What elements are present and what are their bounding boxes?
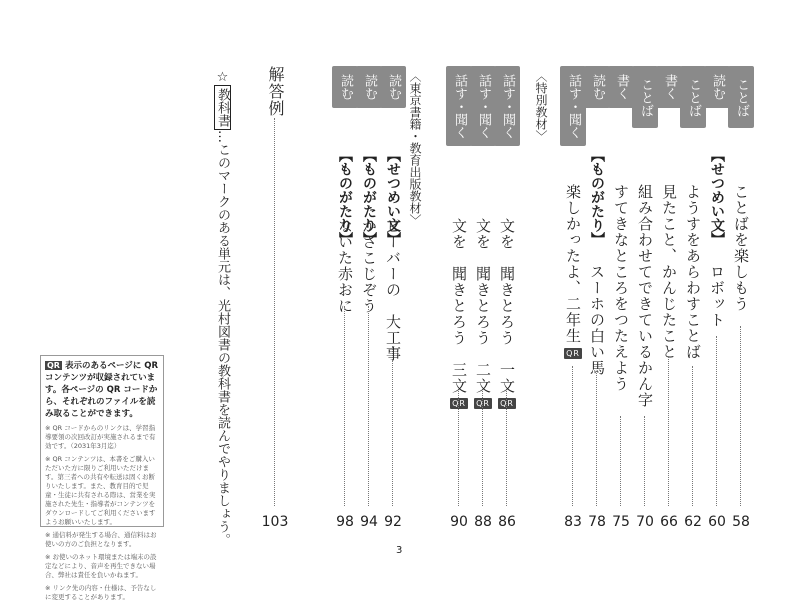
textbook-note <box>208 70 236 546</box>
genre-label: 【ものがたり】 <box>589 148 605 246</box>
toc-entry <box>494 66 520 532</box>
dot-leader <box>692 366 693 506</box>
qr-badge[interactable]: QR <box>452 399 466 408</box>
entry-title: 見たこと、かんじたこと <box>660 184 678 360</box>
category-tag: 話す・聞く <box>560 66 586 146</box>
category-tag: ことば <box>632 66 658 128</box>
dot-leader <box>368 306 369 506</box>
page-number: 78 <box>588 514 606 530</box>
category-tag: 話す・聞く <box>446 66 472 146</box>
dot-leader <box>644 416 645 506</box>
page-footer-number: 3 <box>396 545 403 556</box>
dot-leader <box>392 346 393 506</box>
genre-label: 【せつめい文】 <box>709 148 725 246</box>
entry-title: すてきなところをつたえよう <box>612 184 630 392</box>
page-number: 66 <box>660 514 678 530</box>
genre-label: 【せつめい文】 <box>385 148 401 246</box>
dot-leader <box>482 391 483 506</box>
category-tag: 書く <box>656 66 682 108</box>
page-number: 83 <box>564 514 582 530</box>
dot-leader <box>668 356 669 506</box>
entry-title: 組み合わせてできているかん字 <box>636 184 654 408</box>
entry-title: 楽しかったよ、二年生QR <box>564 184 582 358</box>
note-text: …このマークのある単元は、光村図書の教科書を読んでやりましょう。 <box>215 130 230 546</box>
qr-note: ※ リンク先の内容・仕様は、予告なしに変更することがあります。 <box>45 584 157 601</box>
answer-entry <box>262 66 288 532</box>
toc-entry <box>470 66 496 532</box>
qr-note: ※ QR コードからのリンクは、学習指導要領の次回改訂が実施されるまで有効です。（2031年3月迄） <box>45 424 156 450</box>
page-number: 70 <box>636 514 654 530</box>
dot-leader <box>572 366 573 506</box>
dot-leader <box>716 336 717 506</box>
category-tag: 話す・聞く <box>470 66 496 146</box>
dot-leader <box>274 118 275 506</box>
page-number: 60 <box>708 514 726 530</box>
entry-title: ロボット <box>708 264 726 328</box>
category-tag: 読む <box>356 66 382 108</box>
page-number: 92 <box>384 514 402 530</box>
page-number: 62 <box>684 514 702 530</box>
section-label: 〈東京書籍・教育出版教材〉 <box>408 70 422 226</box>
star-icon: ☆ <box>215 70 230 85</box>
toc-entry <box>332 66 358 532</box>
qr-note: ※ お使いのネット環境または端末の設定などにより、音声を再生できない場合、弊社は責任を負いかねます。 <box>45 553 157 579</box>
page-number: 75 <box>612 514 630 530</box>
category-tag: 書く <box>608 66 634 108</box>
entry-title: ないた赤おに <box>336 218 354 314</box>
entry-title: 文を 聞きとろう 一文QR <box>498 218 516 408</box>
toc-entry <box>380 66 406 532</box>
category-tag: 話す・聞く <box>494 66 520 146</box>
genre-label: 【ものがたり】 <box>337 148 353 246</box>
entry-title: かさこじぞう <box>360 218 378 314</box>
toc-entry <box>656 66 682 532</box>
textbook-mark: 教科書 <box>214 85 231 130</box>
category-tag: 読む <box>332 66 358 108</box>
toc-entry <box>356 66 382 532</box>
genre-label: 【ものがたり】 <box>361 148 377 246</box>
qr-note: ※ QR コンテンツは、本書をご購入いただいた方に限りご利用いただけます。第三者への共有や転送は固くお断りいたします。また、教育目的で児童・生徒に共有される際は、営業を実施された先生・指導者がコンテンツをダウンロードしてご利用くださいますようお願いいたします。 <box>45 455 156 526</box>
page-number: 90 <box>450 514 468 530</box>
qr-info-box <box>40 355 164 601</box>
section-label: 〈特別教材〉 <box>534 70 548 142</box>
entry-title: スーホの白い馬 <box>588 264 606 376</box>
dot-leader <box>344 306 345 506</box>
dot-leader <box>596 371 597 506</box>
page-number: 88 <box>474 514 492 530</box>
page-number: 98 <box>336 514 354 530</box>
qr-badge[interactable]: QR <box>476 399 490 408</box>
toc-entry <box>608 66 634 532</box>
dot-leader <box>458 391 459 506</box>
category-tag: 読む <box>704 66 730 108</box>
page-number: 58 <box>732 514 750 530</box>
toc-entry <box>560 66 586 532</box>
entry-title: ことばを楽しもう <box>732 184 750 312</box>
toc-entry <box>632 66 658 532</box>
toc-entry <box>584 66 610 532</box>
qr-note: ※ 通信料が発生する場合、通信料はお使いの方のご負担となります。 <box>45 531 157 548</box>
entry-title: 文を 聞きとろう 二文QR <box>474 218 492 408</box>
dot-leader <box>506 391 507 506</box>
page-number: 86 <box>498 514 516 530</box>
toc-entry <box>446 66 472 532</box>
entry-title: 文を 聞きとろう 三文QR <box>450 218 468 408</box>
answer-label: 解答例 <box>266 66 285 117</box>
qr-icon: QR <box>47 361 60 370</box>
category-tag: ことば <box>728 66 754 128</box>
dot-leader <box>740 326 741 506</box>
category-tag: 読む <box>584 66 610 108</box>
category-tag: ことば <box>680 66 706 128</box>
qr-badge[interactable]: QR <box>500 399 514 408</box>
category-tag: 読む <box>380 66 406 108</box>
toc-entry <box>704 66 730 532</box>
toc-entry <box>680 66 706 532</box>
entry-title: ようすをあらわすことば <box>684 184 702 360</box>
qr-badge[interactable]: QR <box>566 349 580 358</box>
entry-title: ビーバーの 大工事 <box>384 218 402 362</box>
toc-entry <box>728 66 754 532</box>
qr-headline: QR 表示のあるページに QR コンテンツが収録されています。各ページの QR コードから、それぞれのファイルを読み取ることができます。 <box>45 361 159 419</box>
dot-leader <box>620 416 621 506</box>
page-number: 94 <box>360 514 378 530</box>
page-number: 103 <box>261 514 289 530</box>
